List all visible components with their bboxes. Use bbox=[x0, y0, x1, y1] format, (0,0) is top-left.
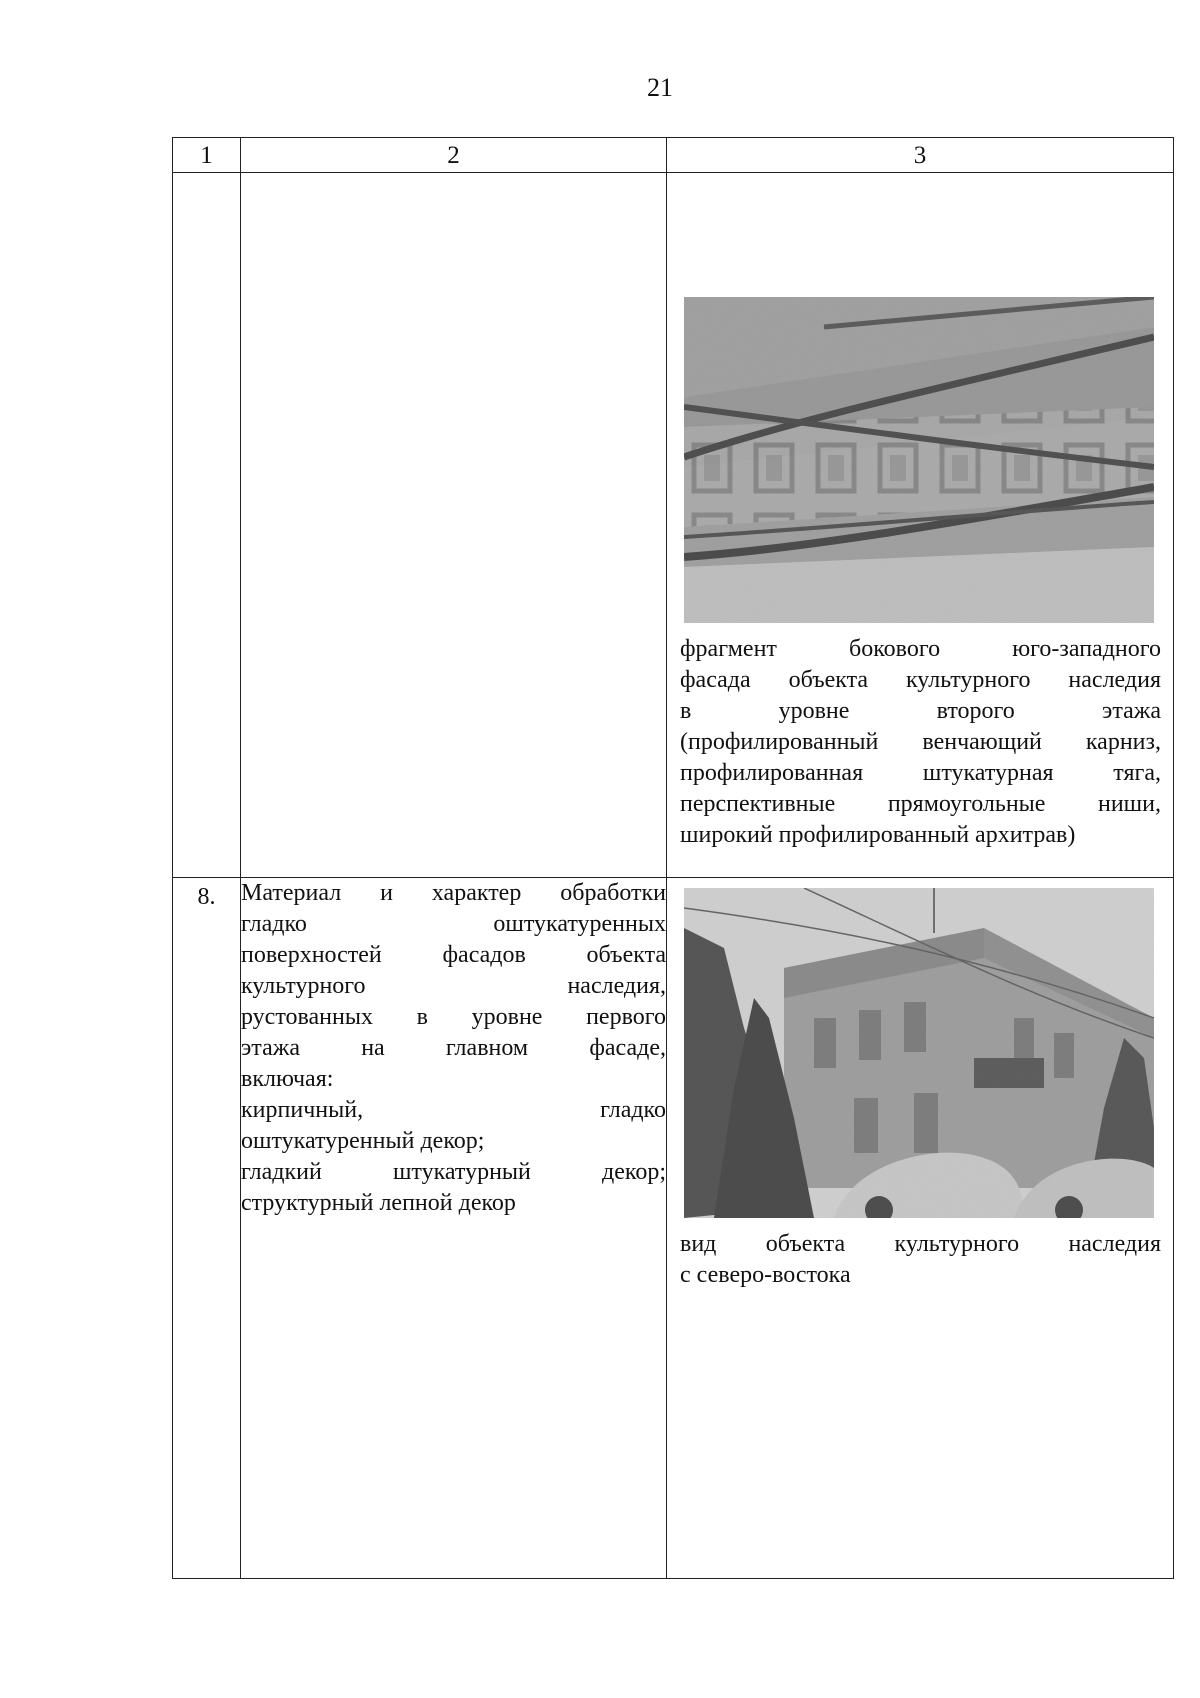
caption-line: с северо-востока bbox=[680, 1262, 851, 1288]
page-number: 21 bbox=[647, 73, 673, 102]
building-view-photo bbox=[684, 888, 1154, 1218]
header-cell-1: 1 bbox=[173, 138, 241, 173]
description-line: кирпичный, гладко bbox=[241, 1097, 666, 1123]
caption-line: вид объекта культурного наследия bbox=[680, 1231, 1161, 1257]
description-line: рустованных в уровне первого bbox=[241, 1004, 666, 1030]
photo-cell bbox=[667, 173, 1174, 878]
description-line: включая: bbox=[241, 1066, 334, 1092]
description-line: Материал и характер обработки bbox=[241, 880, 666, 906]
description-line: поверхностей фасадов объекта bbox=[241, 942, 666, 968]
header-cell-3: 3 bbox=[667, 138, 1174, 173]
row-number: 8. bbox=[173, 878, 241, 1579]
row-description bbox=[241, 878, 667, 1579]
photo-cell bbox=[667, 878, 1174, 1579]
description-line: структурный лепной декор bbox=[241, 1190, 516, 1216]
caption-line: перспективные прямоугольные ниши, bbox=[680, 791, 1161, 817]
table-header-row bbox=[173, 138, 1174, 173]
table-row bbox=[173, 173, 1174, 878]
description-line: оштукатуренный декор; bbox=[241, 1128, 485, 1154]
caption-line: широкий профилированный архитрав) bbox=[680, 822, 1076, 848]
heritage-table bbox=[172, 137, 1174, 1579]
row-number bbox=[173, 173, 241, 878]
photo-caption bbox=[667, 623, 1173, 851]
table-row bbox=[173, 878, 1174, 1579]
header-cell-2: 2 bbox=[241, 138, 667, 173]
description-line: гладко оштукатуренных bbox=[241, 911, 666, 937]
caption-line: фасада объекта культурного наследия bbox=[680, 667, 1161, 693]
photo-caption bbox=[667, 1218, 1173, 1291]
description-line: этажа на главном фасаде, bbox=[241, 1035, 666, 1061]
cornice-fragment-photo bbox=[684, 297, 1154, 623]
row-description bbox=[241, 173, 667, 878]
description-line: культурного наследия, bbox=[241, 973, 666, 999]
caption-line: в уровне второго этажа bbox=[680, 698, 1161, 724]
description-line: гладкий штукатурный декор; bbox=[241, 1159, 666, 1185]
caption-line: (профилированный венчающий карниз, bbox=[680, 729, 1161, 755]
caption-line: профилированная штукатурная тяга, bbox=[680, 760, 1161, 786]
caption-line: фрагмент бокового юго-западного bbox=[680, 636, 1161, 662]
